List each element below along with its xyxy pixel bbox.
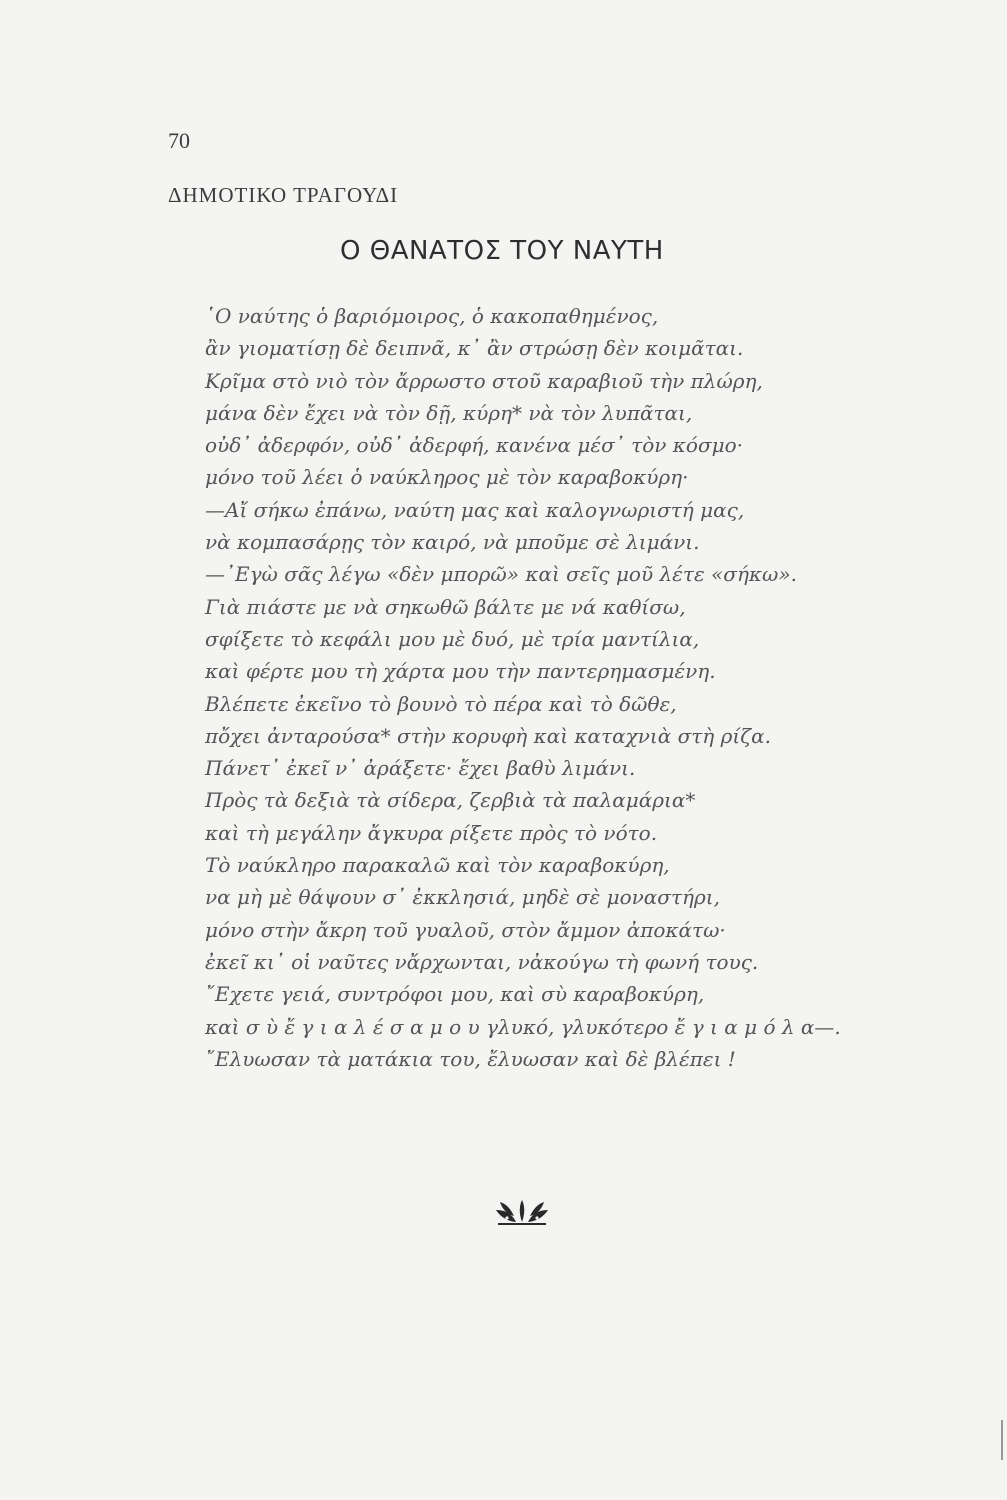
poem-line: μόνο στὴν ἄκρη τοῦ γυαλοῦ, στὸν ἄμμον ἀποκάτω· bbox=[205, 917, 726, 942]
poem-line: νὰ κομπασάρῃς τὸν καιρό, νὰ μποῦμε σὲ λιμάνι. bbox=[205, 530, 700, 555]
poem-line: —Αἴ σήκω ἐπάνω, ναύτη μας καὶ καλογνωριστή μας, bbox=[205, 497, 745, 522]
poem-line: ἐκεῖ κι᾽ οἱ ναῦτες νἄρχωνται, νἀκούγω τὴ φωνή τους. bbox=[205, 949, 759, 974]
poem-line: μάνα δὲν ἔχει νὰ τὸν δῇ, κύρη* νὰ τὸν λυπᾶται, bbox=[205, 400, 693, 425]
poem-title: Ο ΘΑΝΑΤΟΣ ΤΟΥ ΝΑΥΤΗ bbox=[340, 236, 664, 266]
poem-line: σφίξετε τὸ κεφάλι μου μὲ δυό, μὲ τρία μαντίλια, bbox=[205, 626, 700, 651]
poem-line: Γιὰ πιάστε με νὰ σηκωθῶ βάλτε με νά καθίσω, bbox=[205, 594, 686, 619]
page-number: 70 bbox=[168, 128, 190, 153]
poem-line: καὶ σ ὺ ἔ γ ι α λ έ σ α μ ο υ γλυκό, γλυκότερο ἔ γ ι α μ ό λ α—. bbox=[205, 1014, 841, 1039]
poem-line: μόνο τοῦ λέει ὁ ναύκληρος μὲ τὸν καραβοκύρη· bbox=[205, 465, 689, 490]
poem-line: ῎Εχετε γειά, συντρόφοι μου, καὶ σὺ καραβοκύρη, bbox=[205, 982, 705, 1007]
floral-vignette-icon bbox=[492, 1196, 552, 1226]
poem-line: ἂν γιοματίσῃ δὲ δειπνᾶ, κ᾽ ἂν στρώσῃ δὲν κοιμᾶται. bbox=[205, 336, 744, 361]
poem-line: Πάνετ᾽ ἐκεῖ ν᾽ ἀράξετε· ἔχει βαθὺ λιμάνι. bbox=[205, 756, 636, 781]
poem-line: πὄχει ἀνταρούσα* στὴν κορυφὴ καὶ καταχνιὰ στὴ ρίζα. bbox=[205, 723, 771, 748]
poem-body bbox=[205, 300, 841, 1075]
section-label: ΔΗΜΟΤΙΚΟ ΤΡΑΓΟΥΔΙ bbox=[168, 183, 399, 207]
page-edge-mark bbox=[1001, 1420, 1003, 1460]
poem-line: ῾Ο ναύτης ὁ βαριόμοιρος, ὁ κακοπαθημένος, bbox=[205, 304, 659, 328]
poem-line: Πρὸς τὰ δεξιὰ τὰ σίδερα, ζερβιὰ τὰ παλαμάρια* bbox=[205, 788, 696, 813]
poem-line: Τὸ ναύκληρο παρακαλῶ καὶ τὸν καραβοκύρη, bbox=[205, 853, 670, 878]
poem-line: να μὴ μὲ θάψουν σ᾽ ἐκκλησιά, μηδὲ σὲ μοναστήρι, bbox=[205, 885, 720, 910]
poem-line: καὶ τὴ μεγάλην ἄγκυρα ρίξετε πρὸς τὸ νότο. bbox=[205, 820, 658, 845]
poem-line: ῎Ελυωσαν τὰ ματάκια του, ἔλυωσαν καὶ δὲ βλέπει ! bbox=[205, 1046, 736, 1071]
poem-line: Βλέπετε ἐκεῖνο τὸ βουνὸ τὸ πέρα καὶ τὸ δῶθε, bbox=[205, 691, 677, 716]
poem-line: καὶ φέρτε μου τὴ χάρτα μου τὴν παντερημασμένη. bbox=[205, 659, 716, 684]
poem-line: οὐδ᾽ ἀδερφόν, οὐδ᾽ ἀδερφή, κανένα μέσ᾽ τὸν κόσμο· bbox=[205, 433, 743, 458]
poem-line: —᾿Εγὼ σᾶς λέγω «δὲν μπορῶ» καὶ σεῖς μοῦ λέτε «σήκω». bbox=[205, 562, 797, 587]
poem-line: Κρῖμα στὸ νιὸ τὸν ἄρρωστο στοῦ καραβιοῦ τὴν πλώρη, bbox=[205, 368, 763, 393]
